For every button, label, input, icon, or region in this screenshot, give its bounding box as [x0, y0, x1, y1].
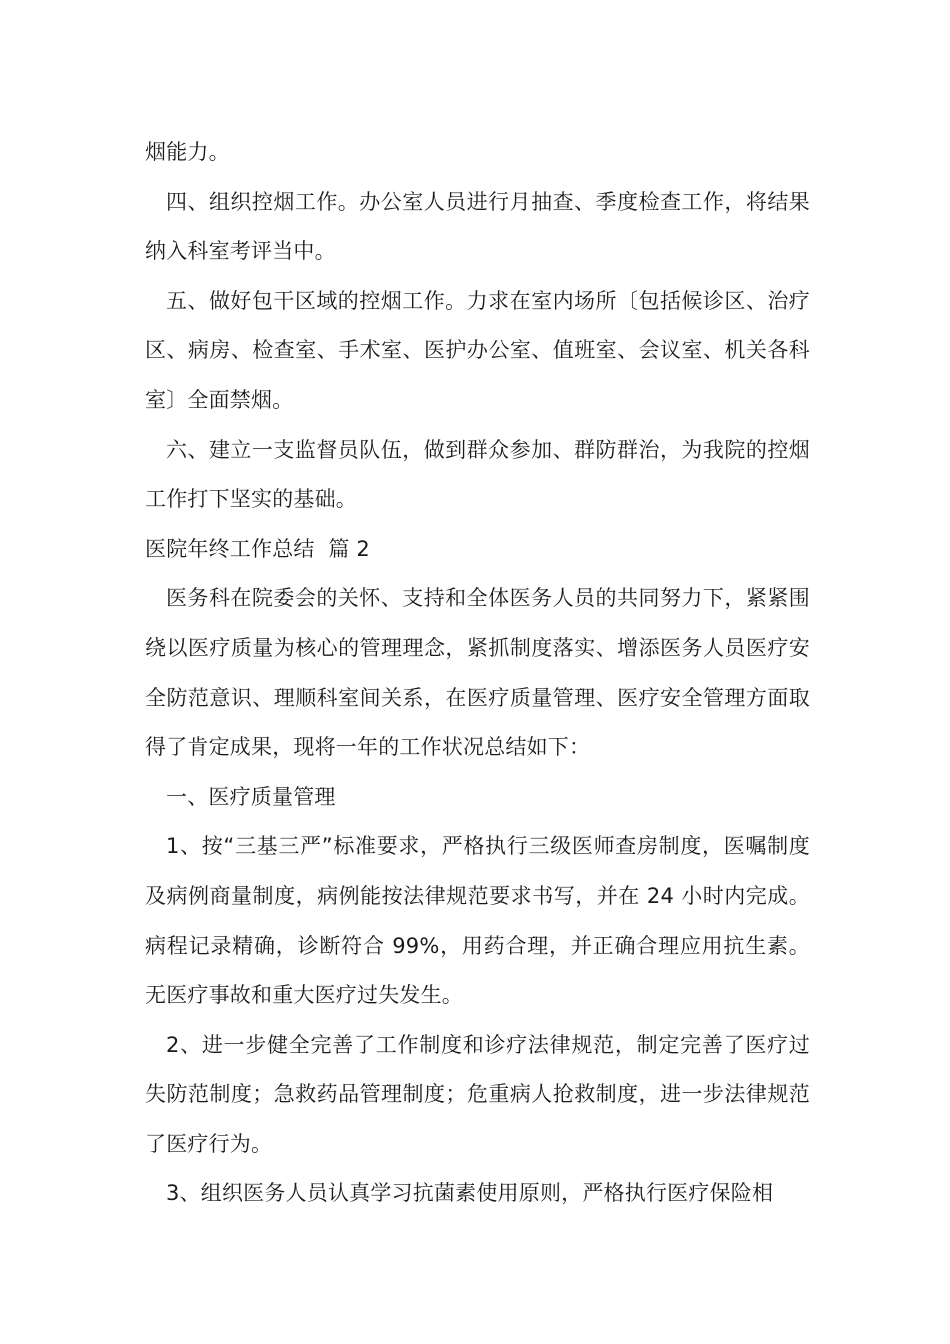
paragraph-point-1: 1、按“三基三严”标准要求，严格执行三级医师查房制度，医嘱制度及病例商量制度，病例能按法律规范要求书写，并在 24 小时内完成。病程记录精确，诊断符合 99%，用药合理，并正确合理应用抗生素。无医疗事故和重大医疗过失发生。: [145, 834, 810, 1008]
document-body: [145, 128, 810, 1219]
section-intro-paragraph: 医务科在院委会的关怀、支持和全体医务人员的共同努力下，紧紧围绕以医疗质量为核心的管理理念，紧抓制度落实、增添医务人员医疗安全防范意识、理顺科室间关系，在医疗质量管理、医疗安全管理方面取得了肯定成果，现将一年的工作状况总结如下：: [145, 586, 810, 760]
paragraph-item-four: 四、组织控烟工作。办公室人员进行月抽查、季度检查工作，将结果纳入科室考评当中。: [145, 189, 810, 264]
paragraph-continuation: 烟能力。: [145, 140, 230, 164]
paragraph-item-five: 五、做好包干区域的控烟工作。力求在室内场所〔包括候诊区、治疗区、病房、检查室、手术室、医护办公室、值班室、会议室、机关各科室〕全面禁烟。: [145, 288, 810, 412]
subheading-quality-management: 一、医疗质量管理: [166, 784, 336, 809]
section-heading: 医院年终工作总结 篇 2: [145, 536, 370, 561]
paragraph-point-3: 3、组织医务人员认真学习抗菌素使用原则，严格执行医疗保险相: [166, 1181, 774, 1206]
paragraph-point-2: 2、进一步健全完善了工作制度和诊疗法律规范，制定完善了医疗过失防范制度；急救药品管理制度；危重病人抢救制度，进一步法律规范了医疗行为。: [145, 1032, 810, 1156]
paragraph-item-six: 六、建立一支监督员队伍，做到群众参加、群防群治，为我院的控烟工作打下坚实的基础。: [145, 437, 810, 512]
